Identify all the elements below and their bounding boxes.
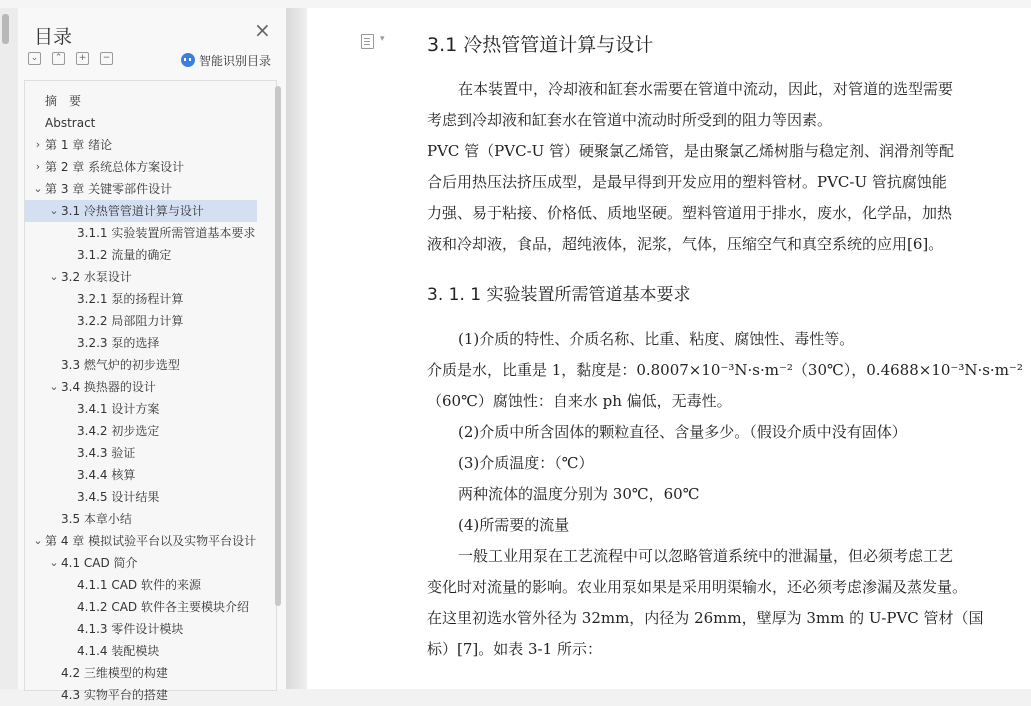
chevron-down-icon[interactable]: ⌄ — [33, 534, 43, 547]
chevron-down-icon[interactable]: ⌄ — [49, 204, 59, 217]
caret-down-icon[interactable]: ▾ — [380, 34, 385, 44]
toc-item-label: 3.4.2 初步选定 — [77, 424, 160, 438]
body-text-line: 介质是水，比重是 1，黏度是：0.8007×10⁻³N·s·m⁻²（30℃），0.4688×10⁻³N·s·m⁻² — [427, 361, 1023, 379]
toc-item-label: 3.2.2 局部阻力计算 — [77, 314, 184, 328]
toc-item[interactable] — [25, 310, 257, 332]
toc-item-label: 摘 要 — [45, 94, 82, 108]
toc-item-label: 3.4.1 设计方案 — [77, 402, 160, 416]
toc-item-label: 3.1 冷热管管道计算与设计 — [61, 204, 204, 218]
toc-item[interactable] — [25, 530, 257, 552]
toc-item[interactable] — [25, 398, 257, 420]
toc-item-label: 3.2.3 泵的选择 — [77, 336, 160, 350]
page-gutter — [286, 8, 307, 689]
body-text-line: 在这里初选水管外径为 32mm，内径为 26mm，壁厚为 3mm 的 U-PVC 管材（国 — [427, 609, 984, 627]
toc-item-label: 第 2 章 系统总体方案设计 — [45, 160, 185, 174]
subsection-heading: 3. 1. 1 实验装置所需管道基本要求 — [427, 285, 691, 305]
body-text-line: (4)所需要的流量 — [458, 516, 570, 534]
toc-item[interactable] — [25, 618, 257, 640]
toc-item[interactable] — [25, 178, 257, 200]
toc-item[interactable] — [25, 354, 257, 376]
smart-toc-button[interactable] — [181, 52, 271, 69]
toc-item-label: 4.2 三维模型的构建 — [61, 666, 168, 680]
body-text-line: 标）[7]。如表 3-1 所示： — [427, 640, 602, 658]
body-text-line: 在本装置中，冷却液和缸套水需要在管道中流动，因此，对管道的选型需要 — [458, 80, 954, 98]
toc-item[interactable] — [25, 332, 257, 354]
body-text-line: 合后用热压法挤压成型，是最早得到开发应用的塑料管材。PVC-U 管抗腐蚀能 — [427, 173, 947, 191]
toc-item-label: 3.4 换热器的设计 — [61, 380, 156, 394]
toc-item[interactable] — [25, 552, 257, 574]
toc-item[interactable] — [25, 222, 257, 244]
toc-item-label: 4.3 实物平台的搭建 — [61, 688, 168, 702]
document-icon[interactable] — [361, 34, 374, 49]
toc-item-label: 第 4 章 模拟试验平台以及实物平台设计 — [45, 534, 257, 548]
toc-item[interactable] — [25, 200, 257, 222]
toc-item[interactable] — [25, 266, 257, 288]
toc-scrollbar[interactable] — [275, 86, 281, 606]
toc-item-label: 3.3 燃气炉的初步选型 — [61, 358, 180, 372]
toc-item-label: Abstract — [45, 116, 96, 130]
toc-item[interactable] — [25, 684, 257, 706]
toc-item[interactable] — [25, 640, 257, 662]
toc-item[interactable] — [25, 596, 257, 618]
toc-pane — [18, 8, 286, 702]
body-text-line: (1)介质的特性、介质名称、比重、粘度、腐蚀性、毒性等。 — [458, 330, 855, 348]
toc-item-label: 3.1.1 实验装置所需管道基本要求 — [77, 226, 256, 240]
expand-up-icon[interactable]: ⌃ — [52, 52, 65, 65]
toc-item-label: 3.4.5 设计结果 — [77, 490, 160, 504]
toc-item-label: 3.5 本章小结 — [61, 512, 132, 526]
toc-item[interactable] — [25, 376, 257, 398]
document-page[interactable] — [307, 8, 1031, 689]
toc-item-label: 3.2 水泵设计 — [61, 270, 132, 284]
toc-item-label: 4.1.1 CAD 软件的来源 — [77, 578, 201, 592]
left-nav-strip — [0, 8, 18, 689]
body-text-line: PVC 管（PVC-U 管）硬聚氯乙烯管，是由聚氯乙烯树脂与稳定剂、润滑剂等配 — [427, 142, 955, 160]
smart-toc-icon — [181, 53, 195, 67]
toc-item[interactable] — [25, 662, 257, 684]
toc-item[interactable] — [25, 134, 257, 156]
body-text-line: 液和冷却液，食品，超纯液体，泥浆，气体，压缩空气和真空系统的应用[6]。 — [427, 235, 944, 253]
toc-item[interactable] — [25, 486, 257, 508]
body-text-line: 一般工业用泵在工艺流程中可以忽略管道系统中的泄漏量，但必须考虑工艺 — [458, 547, 954, 565]
remove-heading-icon[interactable]: − — [100, 52, 113, 65]
chevron-down-icon[interactable]: ⌄ — [33, 182, 43, 195]
toc-item[interactable] — [25, 420, 257, 442]
body-text-line: (3)介质温度：（℃） — [458, 454, 594, 472]
chevron-right-icon[interactable]: › — [35, 138, 41, 151]
toc-item-label: 3.4.4 核算 — [77, 468, 136, 482]
toc-item-label: 4.1.2 CAD 软件各主要模块介绍 — [77, 600, 249, 614]
chevron-down-icon[interactable]: ⌄ — [49, 380, 59, 393]
toc-item[interactable] — [25, 288, 257, 310]
body-text-line: 变化时对流量的影响。农业用泵如果是采用明渠输水，还必须考虑渗漏及蒸发量。 — [427, 578, 968, 596]
toc-item[interactable] — [25, 156, 257, 178]
toc-item-label: 第 3 章 关键零部件设计 — [45, 182, 173, 196]
body-text-line: (2)介质中所含固体的颗粒直径、含量多少。（假设介质中没有固体） — [458, 423, 907, 441]
body-text-line: 考虑到冷却液和缸套水在管道中流动时所受到的阻力等因素。 — [427, 111, 833, 129]
toc-item[interactable] — [25, 244, 257, 266]
smart-toc-label: 智能识别目录 — [199, 54, 272, 68]
toc-item[interactable] — [25, 574, 257, 596]
toc-item-label: 3.4.3 验证 — [77, 446, 136, 460]
toc-item[interactable] — [25, 464, 257, 486]
toc-item-label: 第 1 章 绪论 — [45, 138, 113, 152]
toc-item-label: 4.1.4 装配模块 — [77, 644, 160, 658]
section-heading: 3.1 冷热管管道计算与设计 — [427, 34, 654, 56]
chevron-right-icon[interactable]: › — [35, 160, 41, 173]
toc-item[interactable] — [25, 508, 257, 530]
toc-list — [24, 80, 277, 702]
collapse-all-icon[interactable]: ⌄ — [28, 52, 41, 65]
toc-item-label: 4.1.3 零件设计模块 — [77, 622, 184, 636]
body-text-line: 力强、易于粘接、价格低、质地坚硬。塑料管道用于排水，废水，化学品，加热 — [427, 204, 953, 222]
body-text-line: （60℃）腐蚀性：自来水 ph 偏低，无毒性。 — [427, 392, 732, 410]
toc-item[interactable] — [25, 442, 257, 464]
toc-item-label: 4.1 CAD 简介 — [61, 556, 138, 570]
toc-item[interactable] — [25, 112, 257, 134]
toc-item-label: 3.2.1 泵的扬程计算 — [77, 292, 184, 306]
close-icon[interactable]: × — [254, 18, 271, 42]
toc-title: 目录 — [34, 26, 73, 48]
add-heading-icon[interactable]: + — [76, 52, 89, 65]
body-text-line: 两种流体的温度分别为 30℃，60℃ — [458, 485, 700, 503]
toc-item[interactable] — [25, 90, 257, 112]
toc-item-label: 3.1.2 流量的确定 — [77, 248, 172, 262]
left-strip-scroll-thumb[interactable] — [2, 14, 9, 44]
chevron-down-icon[interactable]: ⌄ — [49, 556, 59, 569]
chevron-down-icon[interactable]: ⌄ — [49, 270, 59, 283]
